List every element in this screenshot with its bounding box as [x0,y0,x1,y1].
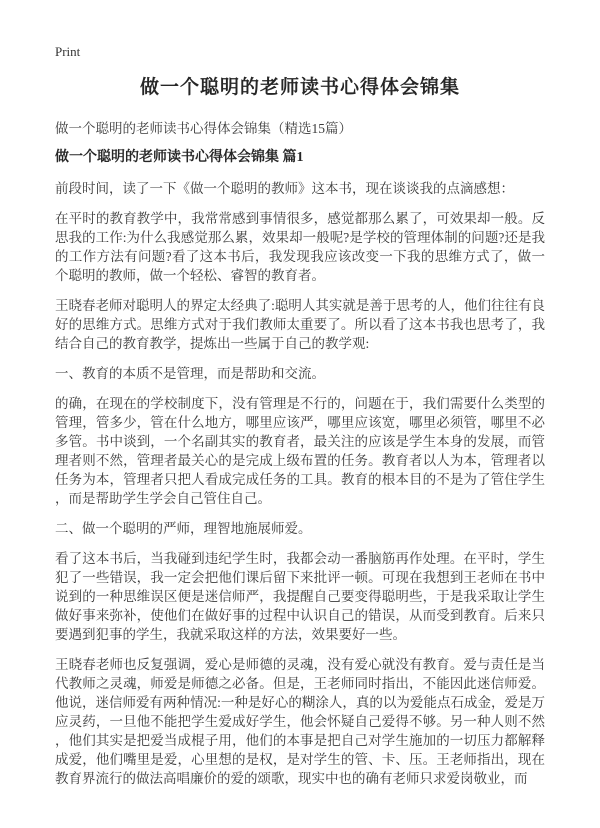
paragraph-wang-xiaochun-view: 王晓春老师对聪明人的界定太经典了:聪明人其实就是善于思考的人，他们往往有良好的思维方式。思维方式对于我们教师太重要了。所以看了这本书我也思考了，我结合自己的教育教学，提炼出一些属于自己的教学观: [55,298,545,351]
paragraph-teacher-love: 王晓春老师也反复强调，爱心是师德的灵魂，没有爱心就没有教育。爱与责任是当代教师之灵魂，师爱是师德之必备。但是，王老师同时指出，不能因此迷信师爱。他说，迷信师爱有两种情况:一种是好心的糊涂人，真的以为爱能点石成金，爱是万应灵药，一旦他不能把学生爱成好学生，他会怀疑自己爱得不够。另一种人则不然，他们其实是把爱当成棍子用，他们的本事是把自己对学生施加的一切压力都解释成爱，他们嘴里是爱，心里想的是权，是对学生的管、卡、压。王老师指出，现在教育界流行的做法高唱廉价的爱的颂歌，现实中也的确有老师只求爱岗敬业，而 [55,657,545,786]
paragraph-point-one: 一、教育的本质不是管理，而是帮助和交流。 [55,366,325,381]
document-title: 做一个聪明的老师读书心得体会锦集 [139,77,460,98]
paragraph-point-one-detail: 的确，在现在的学校制度下，没有管理是不行的，问题在于，我们需要什么类型的管理，管多少，管在什么地方，哪里应该严，哪里应该宽，哪里必须管，哪里不必多管。书中谈到，一个名副其实的教育者，最关注的应该是学生本身的发展，而管理者则不然，管理者最关心的是完成上级布置的任务。教育者以人为本，管理者以任务为本，管理者只把人看成完成任务的工具。教育的根本目的不是为了管住学生，而是帮助学生学会自己管住自己。 [55,396,545,506]
paragraph-reflection: 在平时的教育教学中，我常常感到事情很多，感觉都那么累了，可效果却一般。反思我的工作:为什么我感觉那么累，效果却一般呢?是学校的管理体制的问题?还是我的工作方法有问题?看了这本书后，我发现我应该改变一下我的思维方式了，做一个聪明的教师，做一个轻松、睿智的教育者。 [55,211,545,283]
section-heading: 做一个聪明的老师读书心得体会锦集 篇1 [55,150,304,165]
paragraph-point-two: 二、做一个聪明的严师，理智地施展师爱。 [55,521,312,536]
print-link[interactable]: Print [55,44,81,59]
paragraph-point-two-detail: 看了这本书后，当我碰到违纪学生时，我都会动一番脑筋再作处理。在平时，学生犯了一些错误，我一定会把他们课后留下来批评一顿。可现在我想到王老师在书中说到的一种思维误区便是迷信师严，我提醒自己要变得聪明些，于是我采取让学生做好事来弥补，使他们在做好事的过程中认识自己的错误，从而受到教育。后来只要遇到犯事的学生，我就采取这样的方法，效果要好一些。 [55,551,545,642]
document-subtitle: 做一个聪明的老师读书心得体会锦集（精选15篇） [55,121,352,136]
paragraph-intro: 前段时间，读了一下《做一个聪明的教师》这本书，现在谈谈我的点滴感想： [55,181,514,196]
